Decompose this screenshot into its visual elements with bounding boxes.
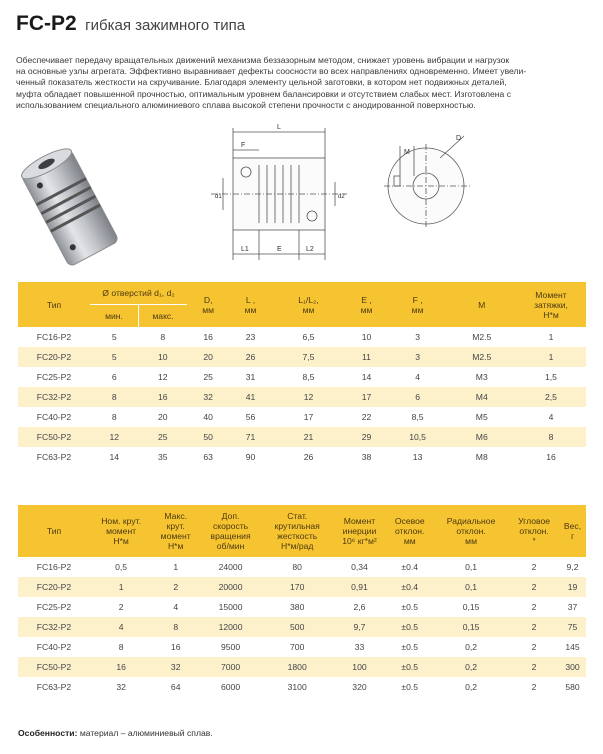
cell: 3100	[287, 682, 307, 692]
cell: 29	[345, 427, 387, 447]
cell: FC25-P2	[36, 372, 72, 382]
cell: M4	[448, 387, 516, 407]
col-max: макс.	[139, 305, 188, 328]
cell: 20	[187, 347, 229, 367]
cell: 11	[345, 347, 387, 367]
cell: 500	[262, 617, 333, 637]
cell: 2	[152, 577, 199, 597]
col-L: L , мм	[229, 282, 271, 327]
cell: 4	[90, 617, 152, 637]
cell: 15000	[218, 602, 243, 612]
cell: 2	[531, 602, 537, 612]
cell: ±0.5	[401, 682, 419, 692]
cell: 0,1	[433, 577, 509, 597]
page-title	[16, 12, 245, 36]
cell: 7,5	[272, 347, 346, 367]
table-row	[18, 657, 586, 677]
cell: 6000	[220, 682, 241, 692]
cell: 12	[90, 427, 139, 447]
description-line: использованием специального алюминиевого сплава высокой степени прочности с анодированной поверхностью.	[16, 99, 476, 110]
cell: 23	[245, 332, 256, 342]
table-row	[18, 597, 586, 617]
cell: 6	[111, 372, 117, 382]
cell: 7000	[199, 657, 262, 677]
cell: 6	[388, 387, 448, 407]
col-radial-offset: Радиальное отклон. мм	[433, 505, 509, 557]
cell: 1,5	[545, 372, 557, 382]
cell: 0,15	[433, 617, 509, 637]
cell: 90	[245, 452, 256, 462]
cell: 3	[415, 332, 420, 342]
table-row	[18, 637, 586, 657]
cell: 16	[139, 387, 188, 407]
description	[16, 55, 591, 111]
cell: 75	[559, 617, 586, 637]
cell: 5	[90, 347, 139, 367]
description-line: Обеспечивает передачу вращательных движений механизма беззазорным методом, снижает уровень вибрации и нагрузок	[16, 55, 510, 65]
cell: FC25-P2	[36, 602, 72, 612]
col-torque: Момент затяжки, Н*м	[516, 282, 586, 327]
table-row	[18, 387, 586, 407]
cell: 31	[245, 372, 256, 382]
dim-label-E: E	[277, 246, 282, 253]
cell: 17	[345, 387, 387, 407]
cell: 2	[509, 577, 559, 597]
cell: M5	[475, 412, 488, 422]
cell: M3	[475, 372, 488, 382]
cell: FC32-P2	[18, 617, 90, 637]
cell: 700	[290, 642, 305, 652]
cell: 8,5	[411, 412, 424, 422]
col-type: Тип	[18, 282, 90, 327]
cell: 25	[139, 427, 188, 447]
cell: M2.5	[472, 332, 492, 342]
cell: FC16-P2	[36, 562, 72, 572]
col-weight: Вес, г	[559, 505, 586, 557]
cell: ±0.5	[401, 602, 419, 612]
table-row	[18, 347, 586, 367]
cell: 14	[109, 452, 120, 462]
cell: 24000	[218, 562, 243, 572]
dim-label-M: M	[404, 149, 410, 156]
cell: 32	[187, 387, 229, 407]
cell: 37	[567, 602, 578, 612]
cell: 14	[361, 372, 372, 382]
cell: M6	[448, 427, 516, 447]
table-row	[18, 557, 586, 577]
cell: ±0.5	[386, 617, 433, 637]
cell: FC50-P2	[18, 657, 90, 677]
cell: 16	[90, 657, 152, 677]
cell: 63	[203, 452, 213, 462]
col-rated-torque: Ном. крут. момент Н*м	[90, 505, 152, 557]
cell: 71	[229, 427, 271, 447]
cell: 0,5	[115, 562, 128, 572]
cell: 8	[516, 427, 586, 447]
cell: FC50-P2	[18, 427, 90, 447]
coupling-photo	[20, 148, 120, 268]
cell: 9,2	[566, 562, 579, 572]
features-label: Особенности:	[18, 728, 78, 738]
cell: 145	[565, 642, 580, 652]
cell: 0,2	[465, 642, 478, 652]
description-line: на основные узлы агрегата. Эффективно выравнивает дефекты соосности во всех направлениях одновременно. Имеет увели-	[16, 66, 527, 77]
cell: 13	[412, 452, 423, 462]
cell: 41	[229, 387, 271, 407]
cell: 20	[157, 412, 168, 422]
cell: 32	[116, 682, 126, 692]
cell: 33	[354, 642, 365, 652]
cell: 17	[303, 412, 314, 422]
cell: 2	[531, 682, 537, 692]
table-row	[18, 367, 586, 387]
cell: 0,2	[465, 682, 478, 692]
cell: FC40-P2	[36, 412, 72, 422]
cell: 12	[157, 372, 168, 382]
description-line: муфта обладает повышенной прочностью, оптимальным уровнем балансировки и отсутствием слабых мест. Изготовлена с	[16, 88, 511, 99]
cell: 20000	[199, 577, 262, 597]
front-view-drawing	[380, 128, 475, 238]
cell: 100	[333, 657, 387, 677]
cell: 9,7	[333, 617, 387, 637]
cell: FC20-P2	[18, 347, 90, 367]
cell: 0,2	[433, 657, 509, 677]
product-subtitle: гибкая зажимного типа	[85, 17, 246, 34]
cell: 0,34	[351, 562, 368, 572]
cell: 25	[203, 372, 213, 382]
dim-label-d2: d2	[338, 194, 345, 200]
cell: 8	[90, 387, 139, 407]
col-torsional-stiffness: Стат. крутильная жесткость Н*м/рад	[262, 505, 333, 557]
cell: 2	[509, 657, 559, 677]
cell: 0,1	[465, 562, 478, 572]
table-row	[18, 577, 586, 597]
cell: 2	[531, 562, 537, 572]
col-F: F , мм	[388, 282, 448, 327]
features-text: материал – алюминиевый сплав.	[79, 728, 213, 738]
col-max-torque: Макс. крут. момент Н*м	[152, 505, 199, 557]
cell: M8	[475, 452, 488, 462]
col-angular-offset: Угловое отклон. °	[509, 505, 559, 557]
cell: 0,15	[462, 602, 480, 612]
cell: 10	[361, 332, 372, 342]
cell: ±0.5	[386, 657, 433, 677]
col-type: Тип	[18, 505, 90, 557]
col-D: D, мм	[187, 282, 229, 327]
cell: FC63-P2	[36, 682, 72, 692]
cell: 22	[361, 412, 372, 422]
cell: 2,6	[353, 602, 366, 612]
dim-label-F: F	[241, 142, 246, 149]
cell: 580	[565, 682, 580, 692]
cell: 12000	[199, 617, 262, 637]
col-axial-offset: Осевое отклон. мм	[386, 505, 433, 557]
cell: 56	[245, 412, 256, 422]
cell: 0,91	[333, 577, 387, 597]
dim-label-L1: L1	[241, 246, 249, 253]
cell: 16	[203, 332, 213, 342]
cell: 4	[415, 372, 420, 382]
cell: M2.5	[448, 347, 516, 367]
cell: FC63-P2	[36, 452, 72, 462]
col-min: мин.	[90, 305, 139, 328]
col-bore: Ø отверстий d₁, d₂	[90, 282, 187, 305]
cell: 1	[90, 577, 152, 597]
cell: 35	[157, 452, 168, 462]
cell: ±0.5	[401, 642, 419, 652]
table-row	[18, 447, 586, 467]
cell: 80	[292, 562, 302, 572]
cell: 6,5	[302, 332, 315, 342]
cell: 9500	[220, 642, 241, 652]
cell: 16	[170, 642, 181, 652]
table-row	[18, 327, 586, 347]
cell: 380	[290, 602, 305, 612]
cell: 1800	[262, 657, 333, 677]
cell: FC20-P2	[18, 577, 90, 597]
cell: 320	[352, 682, 367, 692]
cell: 2	[531, 642, 537, 652]
cell: ±0.4	[386, 577, 433, 597]
cell: 10,5	[388, 427, 448, 447]
col-E: E , мм	[345, 282, 387, 327]
cell: 26	[303, 452, 314, 462]
dimensions-table	[18, 282, 586, 467]
cell: 4	[548, 412, 554, 422]
cell: 10	[139, 347, 188, 367]
cell: 1	[548, 332, 554, 342]
col-inertia: Момент инерции 10⁶ кг*м²	[333, 505, 387, 557]
side-view-drawing	[205, 120, 353, 265]
cell: 64	[170, 682, 181, 692]
cell: 26	[229, 347, 271, 367]
cell: 12	[272, 387, 346, 407]
cell: ±0.4	[401, 562, 419, 572]
dim-label-d1: d1	[215, 194, 222, 200]
cell: 32	[152, 657, 199, 677]
cell: 170	[262, 577, 333, 597]
cell: 5	[111, 332, 117, 342]
cell: 21	[272, 427, 346, 447]
cell: 8	[118, 642, 124, 652]
cell: 2	[509, 617, 559, 637]
table-row	[18, 677, 586, 697]
cell: 3	[388, 347, 448, 367]
table-row	[18, 617, 586, 637]
cell: 8	[111, 412, 117, 422]
performance-table	[18, 505, 586, 697]
cell: 16	[546, 452, 556, 462]
cell: 300	[559, 657, 586, 677]
cell: 40	[203, 412, 213, 422]
dim-label-L2: L2	[306, 246, 314, 253]
dim-label-D: D	[456, 135, 462, 142]
cell: 8	[160, 332, 166, 342]
cell: 38	[361, 452, 372, 462]
cell: FC32-P2	[18, 387, 90, 407]
col-L1L2: L₁/L₂, мм	[272, 282, 346, 327]
table-row	[18, 407, 586, 427]
cell: 50	[187, 427, 229, 447]
table-row	[18, 427, 586, 447]
product-code: FC-P2	[16, 12, 77, 35]
cell: FC40-P2	[36, 642, 72, 652]
cell: 19	[559, 577, 586, 597]
cell: 1	[516, 347, 586, 367]
cell: 4	[173, 602, 179, 612]
cell: FC16-P2	[36, 332, 72, 342]
description-line: ченный показатель жесткости на скручивание. Благодаря элементу цельной заготовки, в котором нет подвижных деталей,	[16, 77, 507, 88]
dim-label-L: L	[277, 124, 281, 131]
cell: 8	[152, 617, 199, 637]
col-M: M	[448, 282, 516, 327]
features-note	[18, 728, 213, 738]
cell: 1	[173, 562, 179, 572]
col-max-speed: Доп. скорость вращения об/мин	[199, 505, 262, 557]
cell: 8,5	[302, 372, 315, 382]
cell: 2,5	[516, 387, 586, 407]
cell: 2	[118, 602, 124, 612]
